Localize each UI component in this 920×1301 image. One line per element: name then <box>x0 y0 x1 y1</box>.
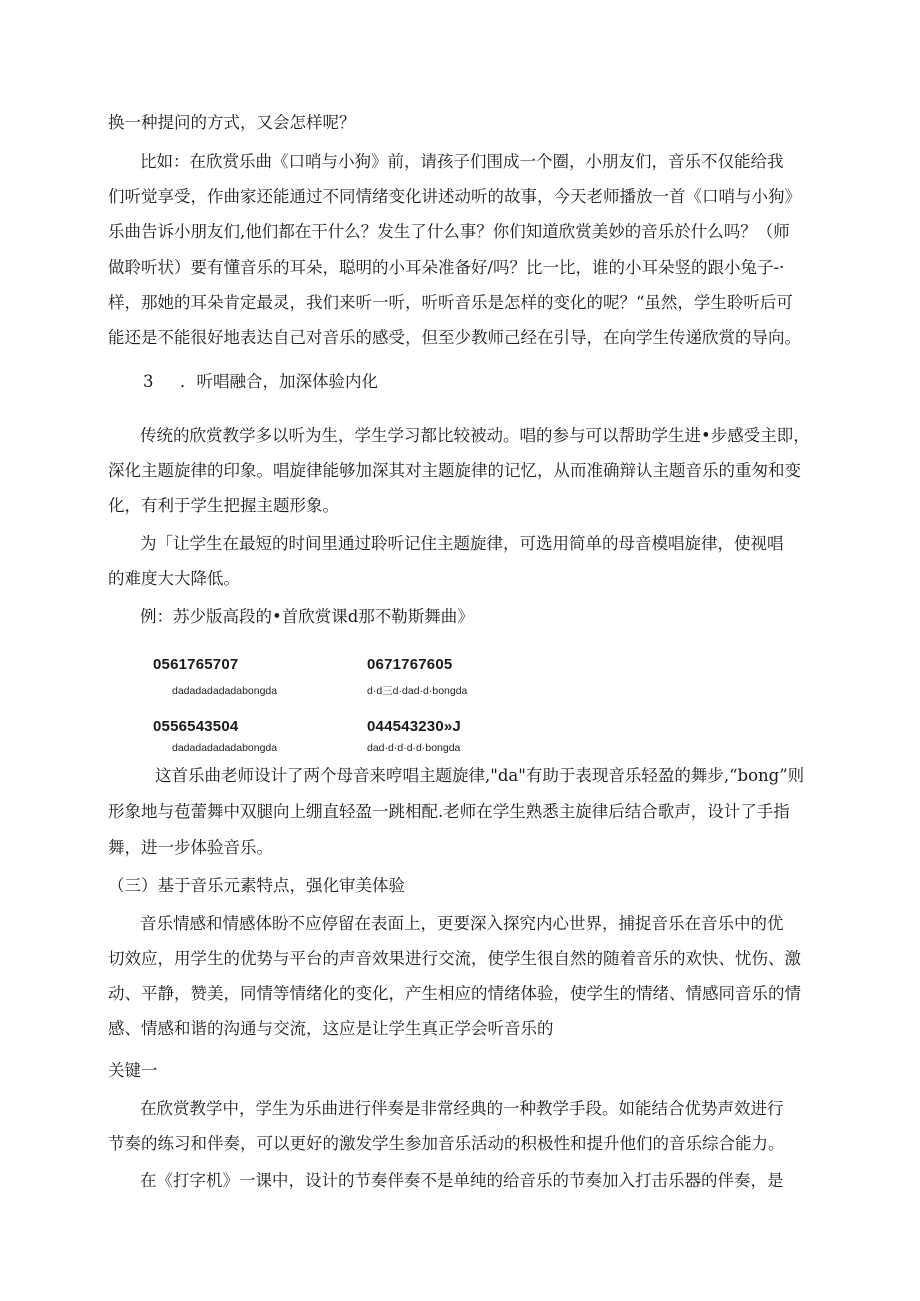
paragraph-line: 比如：在欣赏乐曲《口哨与小狗》前，请孩子们围成一个圈，小朋友们，音乐不仅能给我 <box>140 152 784 171</box>
section-heading: （三）基于音乐元素特点，强化审美体验 <box>108 876 405 895</box>
paragraph-line: 的难度大大降低。 <box>108 569 240 588</box>
notation-numbers: 0671767605 <box>367 656 453 673</box>
paragraph-line: 动、平静，赞美，同情等情绪化的变化，产生相应的情绪体验，使学生的情绪、情感同音乐的情 <box>108 984 801 1003</box>
paragraph-line: 形象地与苞蕾舞中双腿向上绷直轻盈一跳相配.老师在学生熟悉主旋律后结合歌声，设计了手指 <box>108 802 790 821</box>
paragraph-line: 化，有利于学生把握主题形象。 <box>108 496 339 515</box>
paragraph-line: 们听觉享受，作曲家还能通过不同情绪变化讲述动听的故事，今天老师播放一首《口哨与小狗》 <box>108 187 801 206</box>
paragraph-line: 节奏的练习和伴奏，可以更好的激发学生参加音乐活动的积极性和提升他们的音乐综合能力。 <box>108 1134 785 1153</box>
section-heading: ．听唱融合，加深体验内化 <box>180 372 378 391</box>
notation-syllables: dad·d·d·d·d·bongda <box>367 742 461 754</box>
paragraph-line: 感、情感和谐的沟通与交流，这应是让学生真正学会听音乐的 <box>108 1019 554 1038</box>
notation-syllables: dadadadadadabongda <box>172 685 278 697</box>
section-number: 3 <box>143 372 154 391</box>
paragraph-line: 在《打字机》一课中，设计的节奏伴奏不是单纯的给音乐的节奏加入打击乐器的伴奏，是 <box>140 1171 784 1190</box>
paragraph-line: 舞，进一步体验音乐。 <box>108 838 273 857</box>
paragraph-line: 乐曲告诉小朋友们,他们都在干什么？发生了什么事？你们知道欣赏美妙的音乐於什么吗？（师 <box>108 222 790 241</box>
notation-numbers: 0556543504 <box>153 718 239 735</box>
paragraph-line: 关键一 <box>108 1061 158 1080</box>
paragraph-line: 能还是不能很好地表达自己对音乐的感受，但至少教师己经在引导，在向学生传递欣赏的导向。 <box>108 328 801 347</box>
notation-numbers: 0561765707 <box>153 656 239 673</box>
notation-numbers: 044543230»J <box>367 718 461 735</box>
notation-syllables: dadadadadadabongda <box>172 742 278 754</box>
paragraph-line: 样，那她的耳朵肯定最灵，我们来听一听，听听音乐是怎样的变化的呢？“虽然，学生聆听后可 <box>108 293 793 312</box>
example-line: 例：苏少版高段的•首欣赏课d那不勒斯舞曲》 <box>140 607 474 626</box>
paragraph-line: 这首乐曲老师设计了两个母音来哼唱主题旋律,"da"有助于表现音乐轻盈的舞步,“bong”则 <box>155 766 805 785</box>
notation-syllables: d·d三d·dad·d·bongda <box>367 685 468 697</box>
paragraph-line: 做聆听状）要有懂音乐的耳朵，聪明的小耳朵准备好/吗？比一比，谁的小耳朵竖的跟小兔子-· <box>108 258 785 277</box>
paragraph-line: 为「让学生在最短的时间里通过聆听记住主题旋律，可选用简单的母音模唱旋律，使视唱 <box>140 534 784 553</box>
paragraph-line: 切效应，用学生的优势与平台的声音效果进行交流，使学生很自然的随着音乐的欢快、忧伤、激 <box>108 949 801 968</box>
paragraph-line: 音乐情感和情感体盼不应停留在表面上，更要深入探究内心世界，捕捉音乐在音乐中的优 <box>140 914 784 933</box>
paragraph-line: 换一种提问的方式，又会怎样呢？ <box>108 113 356 132</box>
paragraph-line: 传统的欣赏教学多以听为生，学生学习都比较被动。唱的参与可以帮助学生进•步感受主即， <box>140 426 810 445</box>
paragraph-line: 在欣赏教学中，学生为乐曲进行伴奏是非常经典的一种教学手段。如能结合优势声效进行 <box>140 1099 784 1118</box>
paragraph-line: 深化主题旋律的印象。唱旋律能够加深其对主题旋律的记忆，从而准确辩认主题音乐的重匆和变 <box>108 461 801 480</box>
